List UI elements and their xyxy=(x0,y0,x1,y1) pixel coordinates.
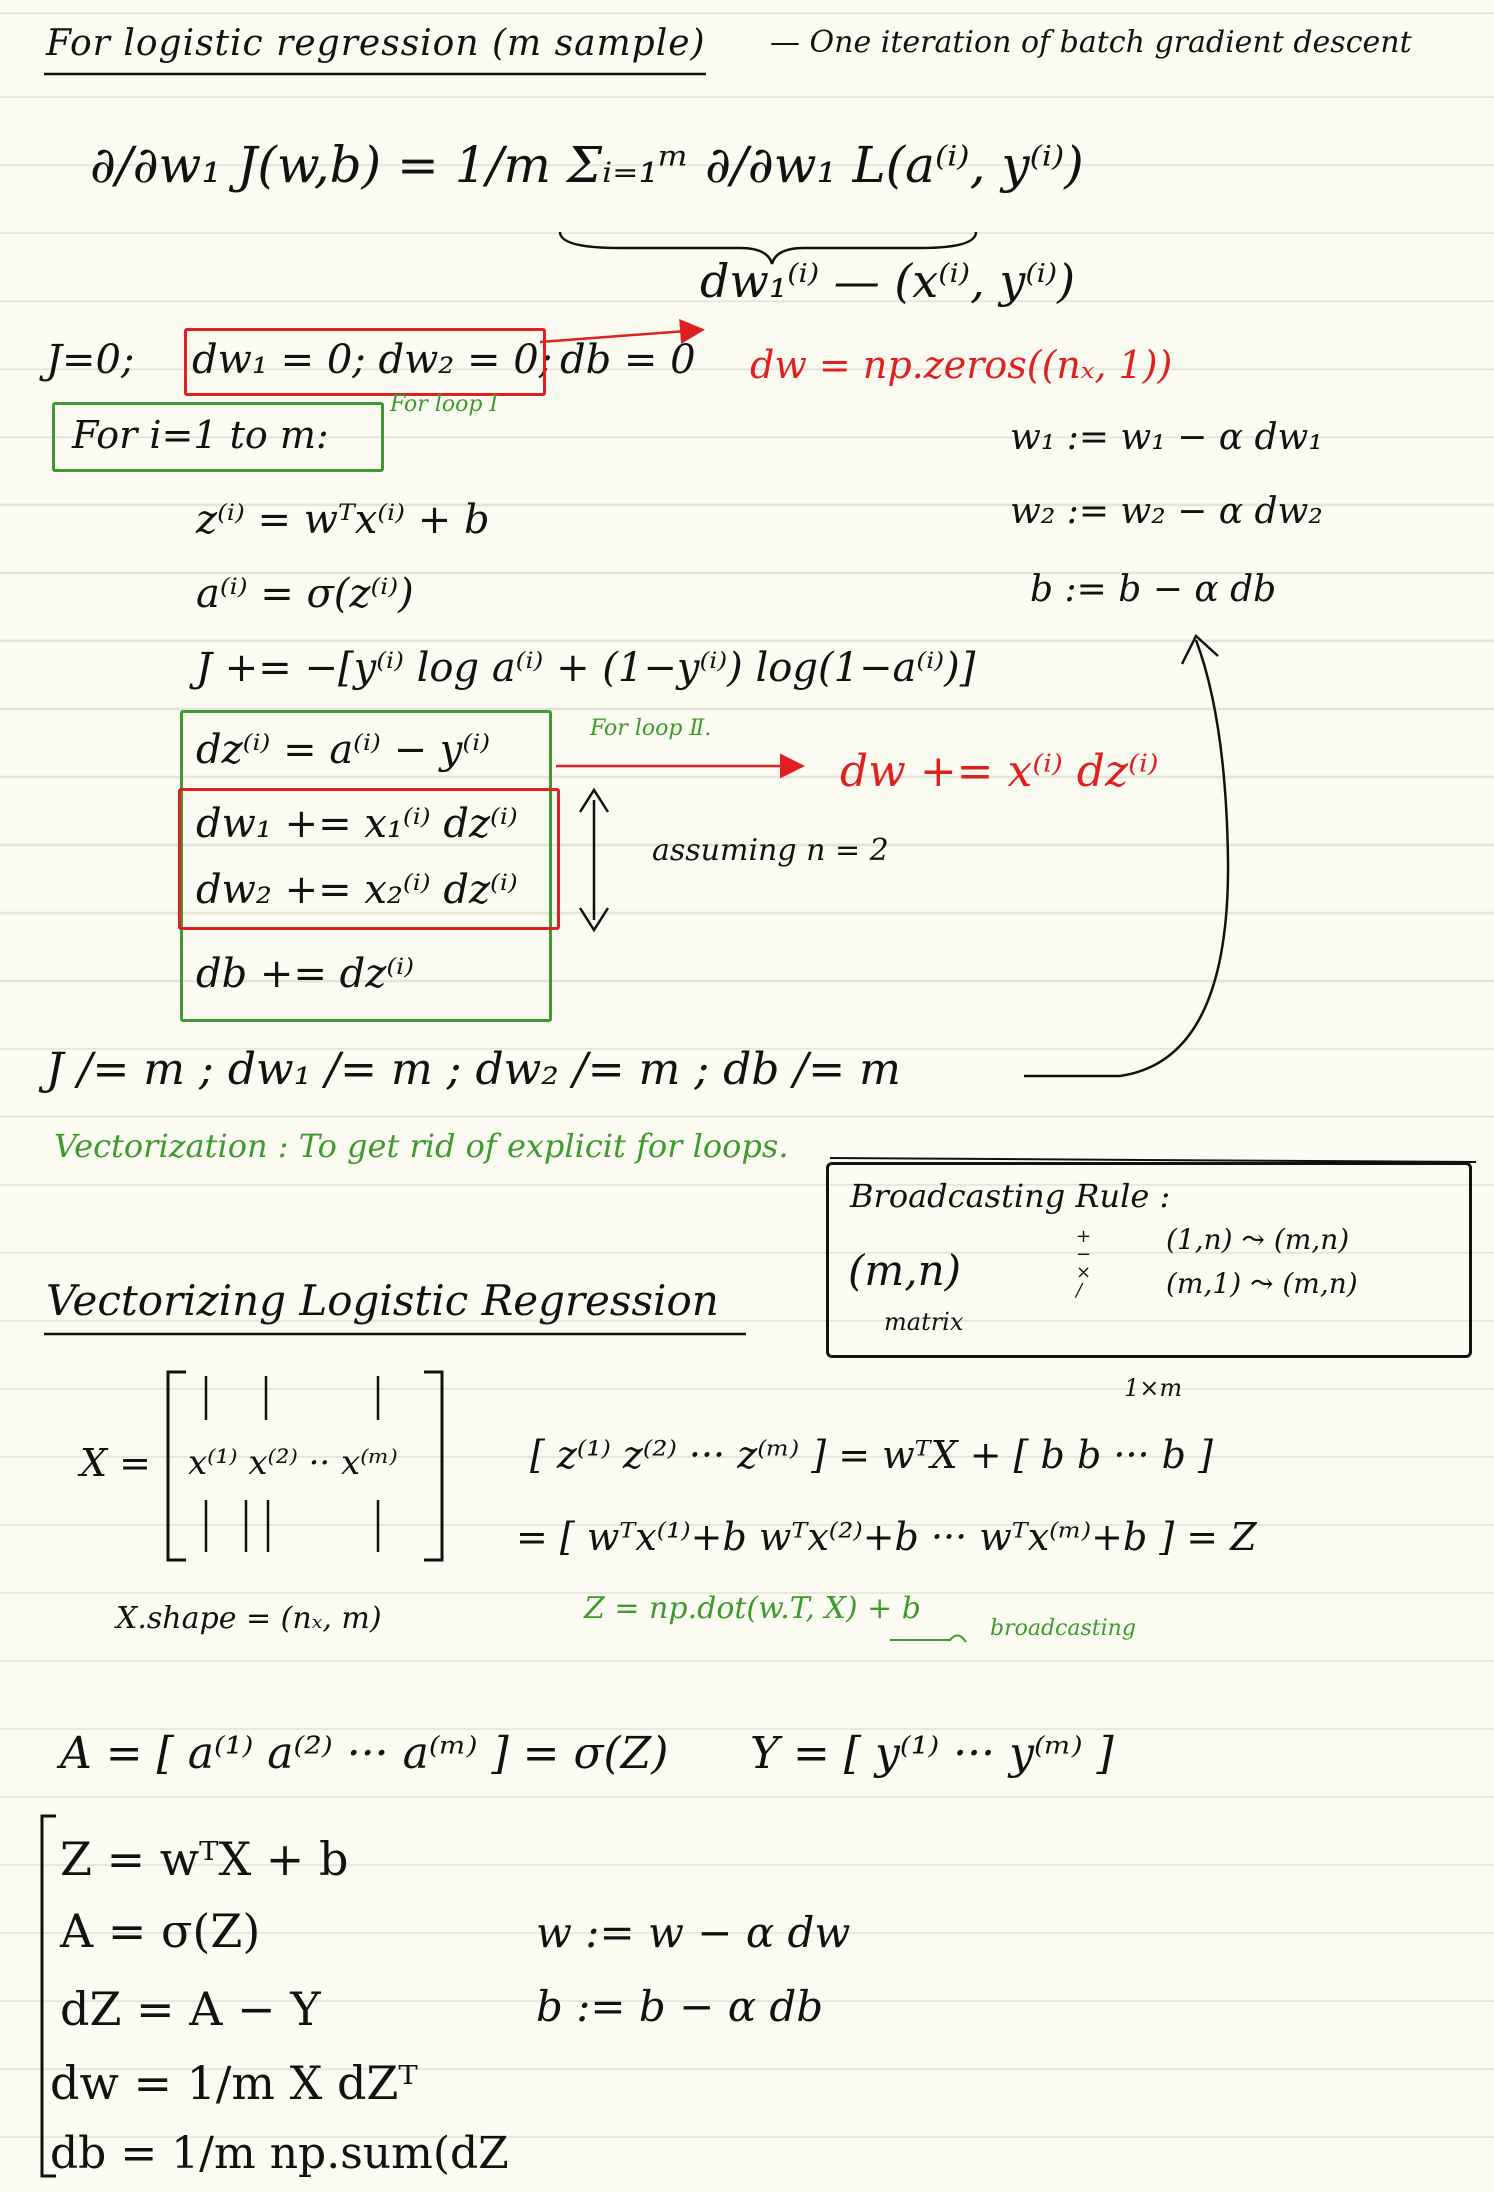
broadcasting-matrix: (m,n) xyxy=(848,1246,961,1295)
init-db: db = 0 xyxy=(560,337,696,383)
assuming-n2: assuming n = 2 xyxy=(652,833,889,868)
for-loop-1-label: For loop Ⅰ xyxy=(390,392,499,417)
page-subtitle: — One iteration of batch gradient descent xyxy=(770,25,1412,60)
broadcasting-rule-2: (m,1) ⤳ (m,n) xyxy=(1166,1267,1358,1300)
broadcasting-ops: + − × / xyxy=(1076,1226,1092,1301)
loop-line-z: z⁽ⁱ⁾ = wᵀx⁽ⁱ⁾ + b xyxy=(196,497,490,543)
x-shape: X.shape = (nₓ, m) xyxy=(116,1601,382,1636)
curved-arrow-to-updates xyxy=(1024,640,1228,1076)
y-row-equation: Y = [ y⁽¹⁾ ··· y⁽ᵐ⁾ ] xyxy=(750,1728,1114,1779)
update-w2: w₂ := w₂ − α dw₂ xyxy=(1010,491,1323,532)
arrow-to-np-zeros xyxy=(540,330,700,342)
x-matrix-right-bracket xyxy=(424,1372,442,1560)
vectorizing-heading: Vectorizing Logistic Regression xyxy=(46,1276,719,1325)
broadcasting-note: broadcasting xyxy=(990,1616,1136,1641)
x-matrix-columns: x⁽¹⁾ x⁽²⁾ ·· x⁽ᵐ⁾ xyxy=(188,1443,398,1483)
loop-line-dz: dz⁽ⁱ⁾ = a⁽ⁱ⁾ − y⁽ⁱ⁾ xyxy=(196,727,491,773)
one-by-m-label: 1×m xyxy=(1124,1374,1183,1402)
broadcasting-rule-1: (1,n) ⤳ (m,n) xyxy=(1166,1223,1350,1256)
steps-bracket xyxy=(42,1816,56,2176)
step-a: A = σ(Z) xyxy=(60,1904,261,1958)
for-loop-2-label: For loop Ⅱ. xyxy=(590,716,712,741)
broadcasting-squiggle xyxy=(890,1635,966,1642)
step-dw: dw = 1/m X dZᵀ xyxy=(50,2056,418,2110)
z-row-equation: [ z⁽¹⁾ z⁽²⁾ ··· z⁽ᵐ⁾ ] = wᵀX + [ b b ··· b ] xyxy=(530,1433,1213,1477)
averages-line: J /= m ; dw₁ /= m ; dw₂ /= m ; db /= m xyxy=(46,1044,901,1095)
loop-line-dw1: dw₁ += x₁⁽ⁱ⁾ dz⁽ⁱ⁾ xyxy=(196,801,518,847)
z-row-expanded: = [ wᵀx⁽¹⁾+b wᵀx⁽²⁾+b ··· wᵀx⁽ᵐ⁾+b ] = Z xyxy=(516,1515,1257,1559)
broadcasting-title: Broadcasting Rule : xyxy=(850,1177,1171,1215)
update-w1: w₁ := w₁ − α dw₁ xyxy=(1010,417,1323,458)
update-w-vectorized: w := w − α dw xyxy=(536,1908,851,1957)
underbrace xyxy=(560,232,976,264)
update-b-vectorized: b := b − α db xyxy=(536,1982,824,2031)
a-row-equation: A = [ a⁽¹⁾ a⁽²⁾ ··· a⁽ᵐ⁾ ] = σ(Z) xyxy=(60,1728,669,1779)
note-line xyxy=(830,1158,1476,1162)
dw-term-label: dw₁⁽ⁱ⁾ — (x⁽ⁱ⁾, y⁽ⁱ⁾) xyxy=(700,254,1076,308)
x-equals: X = xyxy=(80,1441,151,1485)
step-z: Z = wᵀX + b xyxy=(60,1832,349,1886)
init-j: J=0; xyxy=(46,337,135,383)
cost-derivative-equation: ∂/∂w₁ J(w,b) = 1/m Σᵢ₌₁ᵐ ∂/∂w₁ L(a⁽ⁱ⁾, y⁽ⁱ⁾) xyxy=(90,136,1084,194)
loop-line-a: a⁽ⁱ⁾ = σ(z⁽ⁱ⁾) xyxy=(196,571,414,617)
update-b: b := b − α db xyxy=(1030,569,1277,610)
np-zeros-line: dw = np.zeros((nₓ, 1)) xyxy=(750,343,1173,387)
init-dw: dw₁ = 0; dw₂ = 0; xyxy=(192,337,553,383)
loop-line-dw2: dw₂ += x₂⁽ⁱ⁾ dz⁽ⁱ⁾ xyxy=(196,867,518,913)
broadcasting-matrix-label: matrix xyxy=(884,1308,964,1336)
loop-line-db: db += dz⁽ⁱ⁾ xyxy=(196,951,415,997)
vectorized-dw-line: dw += x⁽ⁱ⁾ dz⁽ⁱ⁾ xyxy=(840,746,1159,797)
step-db: db = 1/m np.sum(dZ xyxy=(50,2128,509,2179)
vectorization-note: Vectorization : To get rid of explicit for loops. xyxy=(54,1127,789,1165)
step-dz: dZ = A − Y xyxy=(60,1982,321,2036)
loop-line-j: J += −[y⁽ⁱ⁾ log a⁽ⁱ⁾ + (1−y⁽ⁱ⁾) log(1−a⁽ⁱ⁾)] xyxy=(196,645,976,691)
for-loop-header: For i=1 to m: xyxy=(72,413,329,457)
np-dot-line: Z = np.dot(w.T, X) + b xyxy=(584,1591,921,1626)
x-matrix-left-bracket xyxy=(168,1372,186,1560)
page-title: For logistic regression (m sample) xyxy=(46,23,706,64)
